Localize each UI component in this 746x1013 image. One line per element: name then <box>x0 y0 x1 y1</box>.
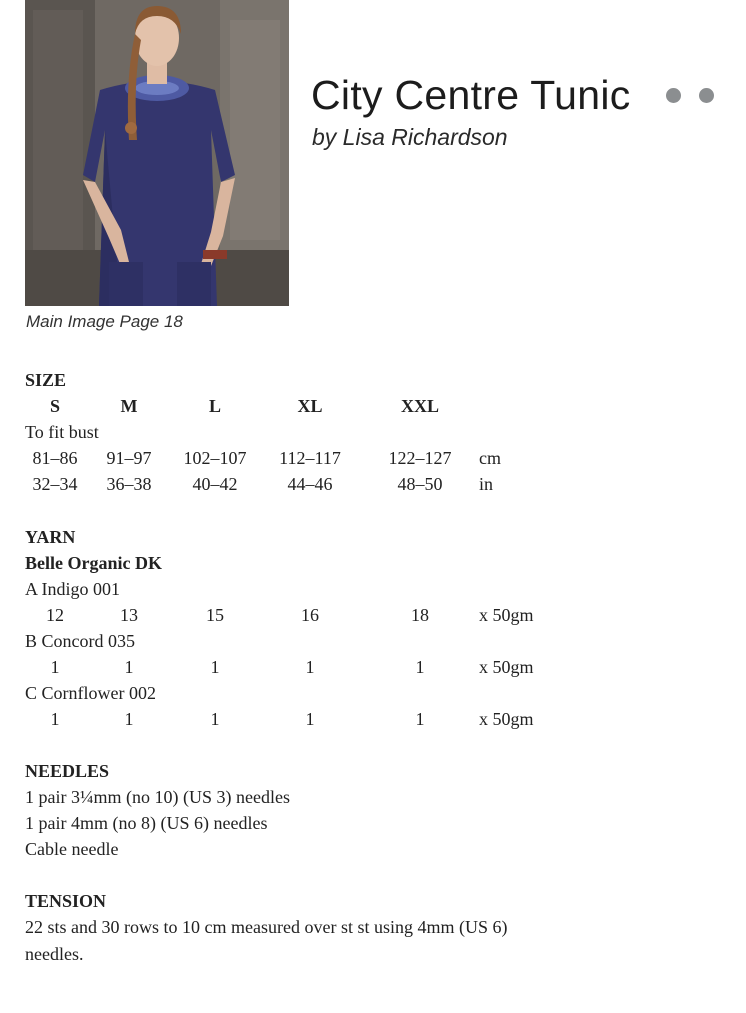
bust-in-value: 44–46 <box>287 474 333 494</box>
yarn-amount: 1 <box>210 709 220 729</box>
bust-cm-value: 102–107 <box>183 448 247 468</box>
yarn-amount: 1 <box>50 709 60 729</box>
yarn-color-label: C Cornflower 002 <box>25 683 156 703</box>
yarn-amount: 12 <box>46 605 64 625</box>
size-label: XL <box>297 396 323 416</box>
dot-icon <box>666 88 681 103</box>
tension-heading: TENSION <box>25 891 107 911</box>
dot-icon <box>699 88 714 103</box>
bust-cm-value: 81–86 <box>32 448 78 468</box>
bust-cm-value: 112–117 <box>279 448 341 468</box>
bust-in-value: 32–34 <box>32 474 78 494</box>
yarn-amount: 1 <box>415 709 425 729</box>
yarn-name: Belle Organic DK <box>25 553 162 573</box>
needles-heading: NEEDLES <box>25 761 110 781</box>
yarn-amount: 1 <box>124 657 134 677</box>
designer-byline: by Lisa Richardson <box>312 124 508 150</box>
size-label: L <box>208 396 222 416</box>
tension-text: needles. <box>25 944 84 964</box>
bust-cm-value: 122–127 <box>388 448 452 468</box>
yarn-amount: 1 <box>50 657 60 677</box>
yarn-color-label: A Indigo 001 <box>25 579 121 599</box>
yarn-amount: 1 <box>210 657 220 677</box>
size-label: S <box>49 396 61 416</box>
yarn-amount: 1 <box>305 657 315 677</box>
main-photo <box>25 0 289 306</box>
size-heading: SIZE <box>25 370 67 390</box>
fit-bust-label: To fit bust <box>25 422 99 442</box>
needle-item: 1 pair 3¼mm (no 10) (US 3) needles <box>25 787 290 807</box>
yarn-amount: 15 <box>206 605 224 625</box>
needle-item: Cable needle <box>25 839 119 859</box>
pattern-title: City Centre Tunic <box>311 72 631 118</box>
bust-in-value: 40–42 <box>192 474 238 494</box>
size-label: M <box>120 396 138 416</box>
size-label: XXL <box>400 396 440 416</box>
yarn-color-label: B Concord 035 <box>25 631 135 651</box>
yarn-amount: 1 <box>305 709 315 729</box>
tension-text: 22 sts and 30 rows to 10 cm measured over st st using 4mm (US 6) <box>25 917 508 937</box>
image-caption: Main Image Page 18 <box>26 312 183 331</box>
bust-in-value: 48–50 <box>397 474 443 494</box>
yarn-amount: 13 <box>120 605 138 625</box>
bust-cm-value: 91–97 <box>106 448 152 468</box>
yarn-unit: x 50gm <box>479 657 534 677</box>
needle-item: 1 pair 4mm (no 8) (US 6) needles <box>25 813 268 833</box>
yarn-heading: YARN <box>25 527 76 547</box>
yarn-amount: 18 <box>411 605 429 625</box>
yarn-amount: 1 <box>124 709 134 729</box>
yarn-amount: 16 <box>301 605 319 625</box>
bust-in-value: 36–38 <box>106 474 152 494</box>
yarn-unit: x 50gm <box>479 709 534 729</box>
cm-unit: cm <box>479 448 501 468</box>
difficulty-dots <box>666 88 714 103</box>
yarn-unit: x 50gm <box>479 605 534 625</box>
yarn-amount: 1 <box>415 657 425 677</box>
in-unit: in <box>479 474 494 494</box>
